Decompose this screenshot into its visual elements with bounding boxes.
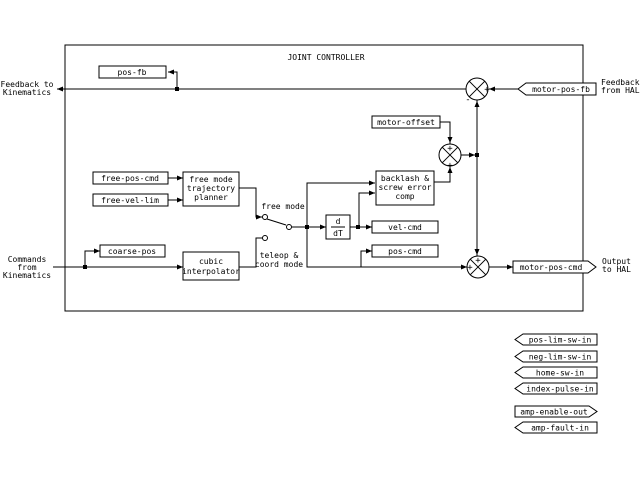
planner-label-1: free mode — [189, 175, 233, 184]
derivative-box — [326, 215, 350, 239]
commands-from-label-1: Commands — [7, 255, 47, 264]
vel-cmd-label: vel-cmd — [388, 223, 422, 232]
output-to-hal-label-1: Output — [602, 257, 631, 266]
pos-fb-label: pos-fb — [117, 68, 147, 77]
motor-pos-cmd-pin — [513, 261, 596, 273]
arrow-feedback-out — [57, 87, 63, 92]
amp-enable-out-label: amp-enable-out — [520, 407, 588, 417]
motor-pos-fb-pin — [518, 83, 596, 95]
feedback-from-hal-label-2: from HAL — [601, 86, 640, 95]
output-to-hal-label-2: to HAL — [602, 265, 631, 274]
dot-switch-out — [305, 225, 309, 229]
free-vel-lim-box — [93, 194, 168, 206]
motor-offset-box — [372, 116, 440, 128]
hal-pin-stack — [515, 334, 597, 433]
neg-lim-sw-in-label: neg-lim-sw-in — [528, 352, 592, 362]
dot-commands — [83, 265, 87, 269]
feedback-sum-minus: - — [465, 95, 471, 105]
pos-lim-sw-in-label: pos-lim-sw-in — [528, 335, 592, 345]
offset-sum-plus-bottom: + — [447, 161, 453, 171]
backlash-label-1: backlash & — [380, 174, 430, 183]
planner-label-2: trajectory — [186, 184, 236, 193]
backlash-comp-box — [376, 171, 434, 205]
free-pos-cmd-box — [93, 172, 168, 184]
coarse-pos-box — [100, 245, 165, 257]
output-sum-plus-top: + — [475, 256, 481, 266]
coarse-pos-label: coarse-pos — [107, 247, 157, 256]
cubic-label-1: cubic — [198, 257, 224, 266]
switch-contact-free-mode — [263, 215, 268, 220]
index-pulse-in-label: index-pulse-in — [526, 384, 594, 394]
dot-pos-fb — [175, 87, 179, 91]
cubic-label-2: interpolator — [182, 267, 240, 276]
planner-label-3: planner — [194, 193, 228, 202]
commands-from-label-2: from — [17, 263, 37, 272]
feedback-from-hal-label-1: Feedback — [601, 78, 640, 87]
derivative-denominator: dT — [333, 229, 343, 238]
teleop-mode-label-1: teleop & — [259, 251, 299, 260]
dot-correction-bus — [475, 153, 479, 157]
dot-ddt-out — [356, 225, 360, 229]
derivative-numerator: d — [335, 217, 341, 226]
pos-cmd-box — [372, 245, 438, 257]
output-sum-plus-left: + — [467, 263, 473, 273]
backlash-label-2: screw error — [378, 183, 432, 192]
motor-offset-label: motor-offset — [377, 118, 435, 127]
motor-pos-fb-label: motor-pos-fb — [532, 85, 590, 94]
free-vel-lim-label: free-vel-lim — [101, 196, 159, 205]
home-sw-in-pin — [515, 367, 597, 378]
pos-cmd-label: pos-cmd — [388, 247, 422, 256]
diagram-title: JOINT CONTROLLER — [287, 53, 365, 62]
amp-fault-in-label: amp-fault-in — [531, 423, 589, 433]
pos-lim-sw-in-pin — [515, 334, 597, 345]
pos-fb-box — [99, 66, 166, 78]
vel-cmd-box — [372, 221, 438, 233]
cubic-interpolator-box — [182, 252, 240, 280]
free-pos-cmd-label: free-pos-cmd — [101, 174, 159, 183]
switch-contact-teleop — [263, 236, 268, 241]
feedback-sum-plus: + — [484, 85, 490, 95]
commands-from-label-3: Kinematics — [2, 271, 52, 280]
backlash-label-3: comp — [395, 192, 415, 201]
motor-pos-cmd-label: motor-pos-cmd — [519, 263, 583, 272]
teleop-mode-label-2: coord mode — [254, 260, 304, 269]
amp-enable-out-pin — [515, 406, 597, 417]
switch-common-contact — [287, 225, 292, 230]
free-mode-label: free mode — [261, 202, 305, 211]
output-summing-junction — [467, 256, 489, 278]
neg-lim-sw-in-pin — [515, 351, 597, 362]
offset-sum-plus-top: + — [447, 144, 453, 154]
index-pulse-in-pin — [515, 383, 597, 394]
amp-fault-in-pin — [515, 422, 597, 433]
feedback-to-label-2: Kinematics — [2, 88, 52, 97]
home-sw-in-label: home-sw-in — [535, 368, 585, 378]
feedback-to-label-1: Feedback to — [0, 80, 54, 89]
trajectory-planner-box — [183, 172, 239, 206]
